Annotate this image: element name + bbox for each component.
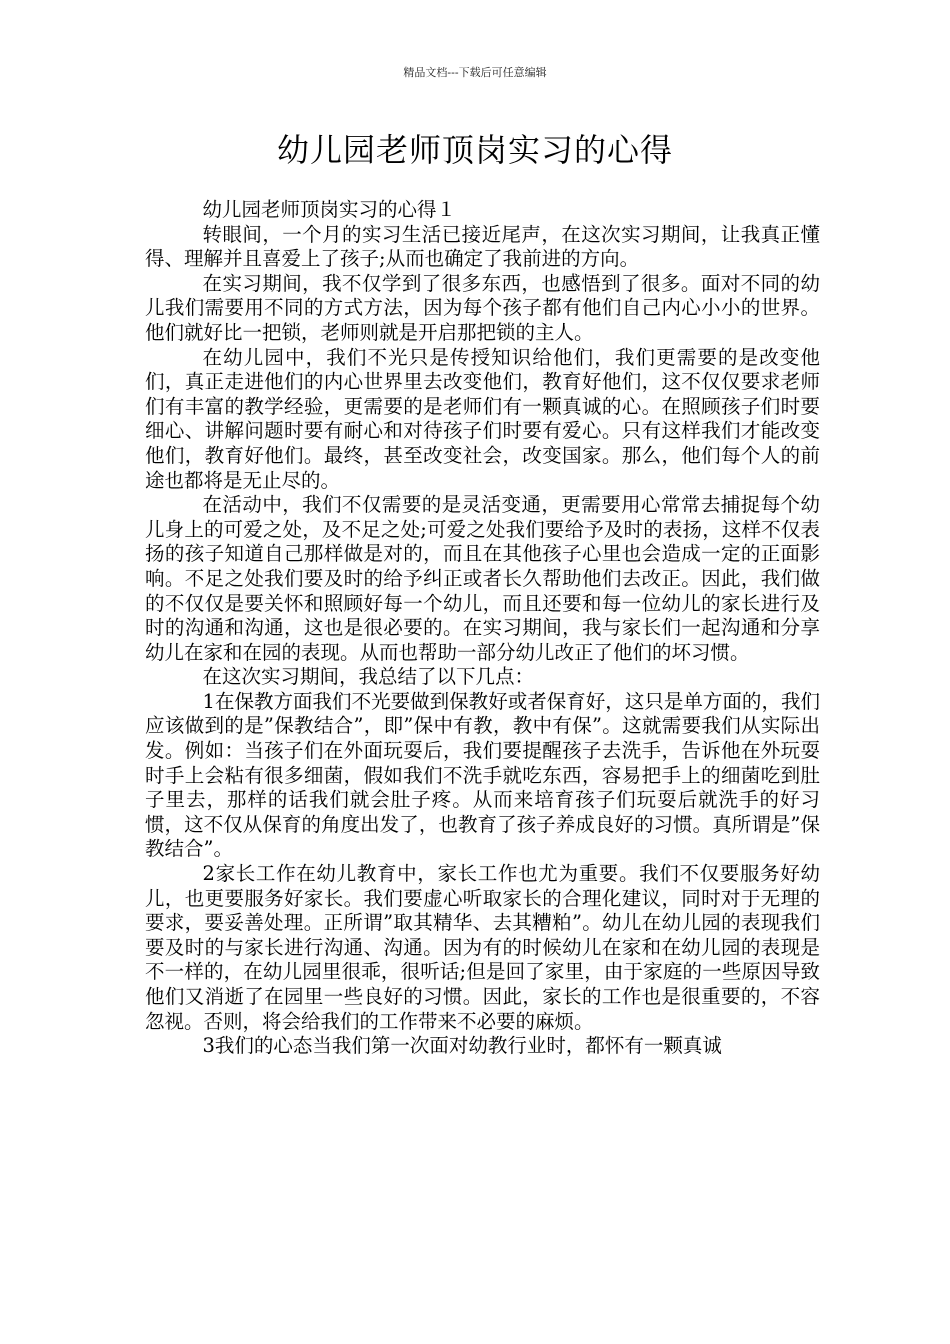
subtitle-paragraph: 幼儿园老师顶岗实习的心得１ xyxy=(202,198,457,221)
document-body xyxy=(145,198,820,1059)
header-note: 精品文档---下载后可任意编辑 xyxy=(403,66,547,79)
list-item-paragraph: 2家长工作在幼儿教育中，家长工作也尤为重要。我们不仅要服务好幼儿，也更要服务好家长。我们要虚心听取家长的合理化建议，同时对于无理的要求，要妥善处理。正所谓”取其精华、去其糟粕”。幼儿在幼儿园的表现我们要及时的与家长进行沟通、沟通。因为有的时候幼儿在家和在幼儿园的表现是不一样的，在幼儿园里很乖，很听话;但是回了家里，由于家庭的一些原因导致他们又消逝了在园里一些良好的习惯。因此，家长的工作也是很重要的，不容忽视。否则，将会给我们的工作带来不必要的麻烦。 xyxy=(145,862,820,1033)
body-paragraph: 在实习期间，我不仅学到了很多东西，也感悟到了很多。面对不同的幼儿我们需要用不同的方式方法，因为每个孩子都有他们自己内心小小的世界。他们就好比一把锁，老师则就是开启那把锁的主人。 xyxy=(145,271,820,344)
list-item-paragraph: 3我们的心态当我们第一次面对幼教行业时，都怀有一颗真诚 xyxy=(202,1034,722,1058)
body-paragraph: 在幼儿园中，我们不光只是传授知识给他们，我们更需要的是改变他们，真正走进他们的内心世界里去改变他们，教育好他们，这不仅仅要求老师们有丰富的教学经验，更需要的是老师们有一颗真诚的心。在照顾孩子们时要细心、讲解问题时要有耐心和对待孩子们时要有爱心。只有这样我们才能改变他们，教育好他们。最终，甚至改变社会，改变国家。那么，他们每个人的前途也都将是无止尽的。 xyxy=(145,345,820,492)
document-title: 幼儿园老师顶岗实习的心得 xyxy=(276,131,673,169)
body-paragraph: 转眼间，一个月的实习生活已接近尾声，在这次实习期间，让我真正懂得、理解并且喜爱上了孩子;从而也确定了我前进的方向。 xyxy=(145,222,820,271)
body-paragraph: 在活动中，我们不仅需要的是灵活变通，更需要用心常常去捕捉每个幼儿身上的可爱之处，及不足之处;可爱之处我们要给予及时的表扬，这样不仅表扬的孩子知道自己那样做是对的，而且在其他孩子心里也会造成一定的正面影响。不足之处我们要及时的给予纠正或者长久帮助他们去改正。因此，我们做的不仅仅是要关怀和照顾好每一个幼儿，而且还要和每一位幼儿的家长进行及时的沟通和沟通，这也是很必要的。在实习期间，我与家长们一起沟通和分享幼儿在家和在园的表现。从而也帮助一部分幼儿改正了他们的坏习惯。 xyxy=(145,493,820,664)
body-paragraph: 在这次实习期间，我总结了以下几点： xyxy=(202,665,535,689)
list-item-paragraph: 1在保教方面我们不光要做到保教好或者保育好，这只是单方面的，我们应该做到的是”保教结合”，即”保中有教，教中有保”。这就需要我们从实际出发。例如：当孩子们在外面玩耍后，我们要提醒孩子去洗手，告诉他在外玩耍时手上会粘有很多细菌，假如我们不洗手就吃东西，容易把手上的细菌吃到肚子里去，那样的话我们就会肚子疼。从而来培育孩子们玩耍后就洗手的好习惯，这不仅从保育的角度出发了，也教育了孩子养成良好的习惯。真所谓是”保教结合”。 xyxy=(145,689,820,861)
